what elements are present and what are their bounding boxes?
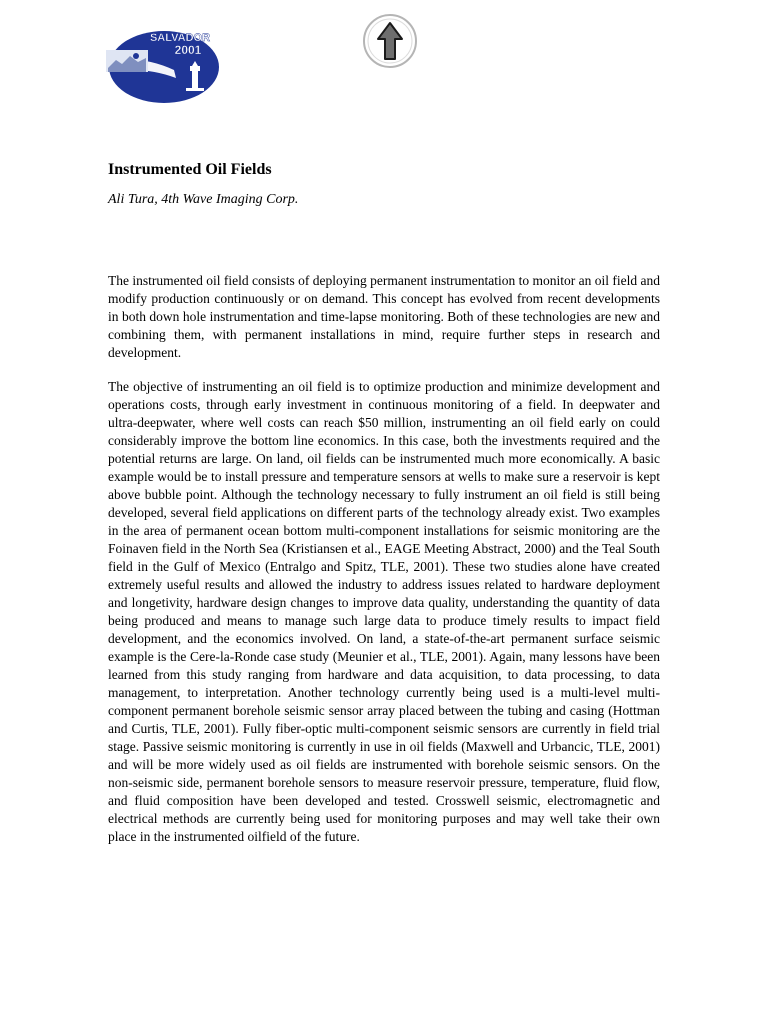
logo-lighthouse-base	[186, 88, 204, 91]
article-title: Instrumented Oil Fields	[108, 161, 272, 178]
article-paragraph: The objective of instrumenting an oil field is to optimize production and minimize development and operations costs, through early investment in continuous monitoring of a field. In deepwater and ultra-deepwater, where well costs can reach $50 million, instrumenting an oil field early on could considerably improve the bottom line economics. In this case, both the investments required and the potential returns are large. On land, oil fields can be instrumented much more economically. A basic example would be to install pressure and temperature sensors at wells to make sure a reservoir is kept above bubble point. Although the technology necessary to fully instrument an oil field is still being developed, several field applications on different parts of the technology already exist. Two examples in the area of permanent ocean bottom multi-component installations for seismic monitoring are the Foinaven field in the North Sea (Kristiansen et al., EAGE Meeting Abstract, 2000) and the Teal South field in the Gulf of Mexico (Entralgo and Spitz, TLE, 2001). These two studies alone have created extremely useful results and allowed the industry to address issues related to hardware deployment and longetivity, hardware design changes to improve data quality, understanding the quantity of data being produced and means to manage such large data to produce timely results to impact field development, and the economics involved. On land, a state-of-the-art permanent surface seismic example is the Cere-la-Ronde case study (Meunier et al., TLE, 2001). Again, many lessons have been learned from this study ranging from hardware and data acquisition, to data processing, to data management, to interpretation. Another technology currently being used is a multi-level multi-component permanent borehole seismic sensor array placed between the tubing and casing (Hottman and Curtis, TLE, 2001). Fully fiber-optic multi-component seismic sensors are currently in field trial stage. Passive seismic monitoring is currently in use in oil fields (Maxwell and Urbancic, TLE, 2001) and will be more widely used as oil fields are instrumented with borehole seismic sensors. On the non-seismic side, permanent borehole sensors to measure reservoir pressure, temperature, fluid flow, and fluid composition have been developed and tested. Crosswell seismic, electromagnetic and electrical methods are currently being used for monitoring purposes and may well take their own place in the instrumented oilfield of the future.	[108, 379, 660, 844]
article-body	[108, 272, 660, 862]
logo-text-line1: SALVADOR	[149, 32, 211, 44]
up-navigation-button[interactable]	[362, 13, 418, 69]
logo-picture-sun	[133, 53, 139, 59]
logo-lighthouse	[192, 70, 198, 88]
logo-text-line2: 2001	[174, 43, 202, 57]
article-paragraph: The instrumented oil field consists of deploying permanent instrumentation to monitor an oil field and modify production continuously or on demand. This concept has evolved from recent developments in both down hole instrumentation and time-lapse monitoring. Both of these technologies are new and combining them, with permanent installations in mind, require further steps in research and development.	[108, 273, 660, 360]
salvador-2001-logo	[104, 26, 222, 104]
article-author: Ali Tura, 4th Wave Imaging Corp.	[108, 192, 299, 207]
logo-lighthouse-top	[190, 66, 200, 71]
